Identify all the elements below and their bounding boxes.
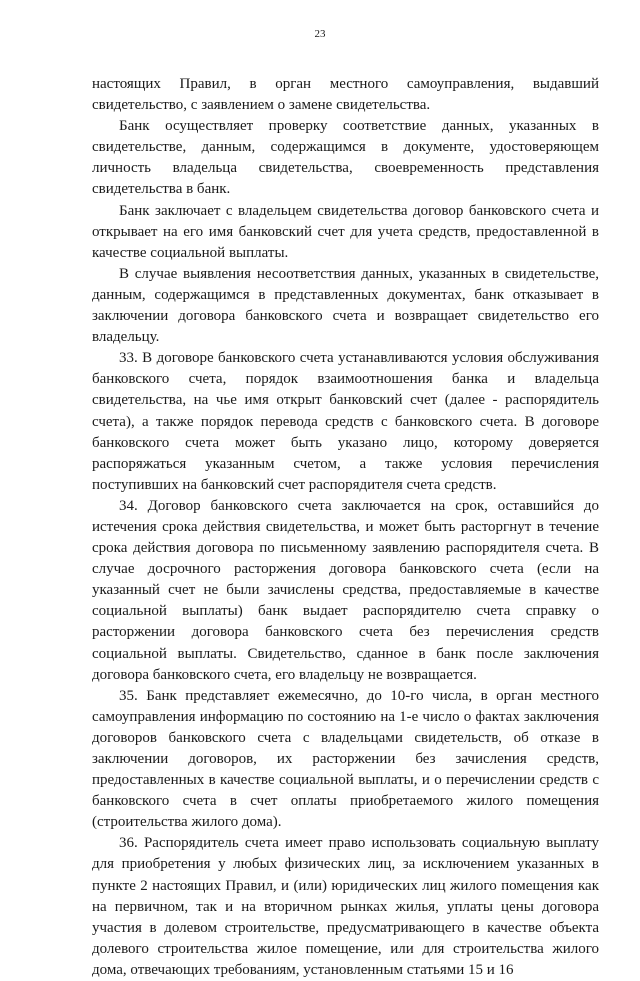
page-number: 23 (314, 28, 326, 40)
paragraph-continuation: настоящих Правил, в орган местного самоуправления, выдавший свидетельство, с заявлением о замене свидетельства. (92, 76, 599, 114)
paragraph-clause-35: 35. Банк представляет ежемесячно, до 10-го числа, в орган местного самоуправления информацию по состоянию на 1-е число о фактах заключения договоров банковского счета с владельцами свидетельств, об отказе в заключении договоров, их расторжении без зачисления средств, предоставленных в качестве социальной выплаты, и о перечислении средств с банковского счета в счет оплаты приобретаемого жилого помещения (строительства жилого дома). (92, 687, 599, 831)
paragraph-bank-account-opening: Банк заключает с владельцем свидетельства договор банковского счета и открывает на его имя банковский счет для учета средств, предоставленной в качестве социальной выплаты. (92, 202, 599, 261)
paragraph-bank-verification: Банк осуществляет проверку соответствие данных, указанных в свидетельстве, данным, содержащимся в документе, удостоверяющем личность владельца свидетельства, своевременность представления свидетельства в банк. (92, 118, 599, 198)
paragraph-clause-34: 34. Договор банковского счета заключается на срок, оставшийся до истечения срока действия свидетельства, и может быть расторгнут в течение срока действия договора по письменному заявлению распорядителя счета. В случае досрочного расторжения договора банковского счета (если на указанный счет не были зачислены средства, предоставляемые в качестве социальной выплаты) банк выдает распорядителю счета справку о расторжении договора банковского счета без перечисления средств социальной выплаты. Свидетельство, сданное в банк после заключения договора банковского счета, его владельцу не возвращается. (92, 497, 599, 683)
paragraph-clause-36: 36. Распорядитель счета имеет право использовать социальную выплату для приобретения у любых физических лиц, за исключением указанных в пункте 2 настоящих Правил, и (или) юридических лиц жилого помещения как на первичном, так и на вторичном рынках жилья, уплаты цены договора участия в долевом строительстве, предусматривающего в качестве объекта долевого строительства жилое помещение, или для строительства жилого дома, отвечающих требованиям, установленным статьями 15 и 16 (92, 835, 599, 978)
paragraph-clause-33: 33. В договоре банковского счета устанавливаются условия обслуживания банковского счета, порядок взаимоотношения банка и владельца свидетельства, на чье имя открыт банковский счет (далее - распорядитель счета), а также порядок перевода средств с банковского счета. В договоре банковского счета может быть указано лицо, которому доверяется распоряжаться указанным счетом, а также условия перечисления поступивших на банковский счет распорядителя счета средств. (92, 350, 599, 493)
paragraph-data-mismatch: В случае выявления несоответствия данных, указанных в свидетельстве, данным, содержащимся в представленных документах, банк отказывает в заключении договора банковского счета и возвращает свидетельство его владельцу. (92, 265, 599, 346)
document-body (92, 74, 599, 981)
